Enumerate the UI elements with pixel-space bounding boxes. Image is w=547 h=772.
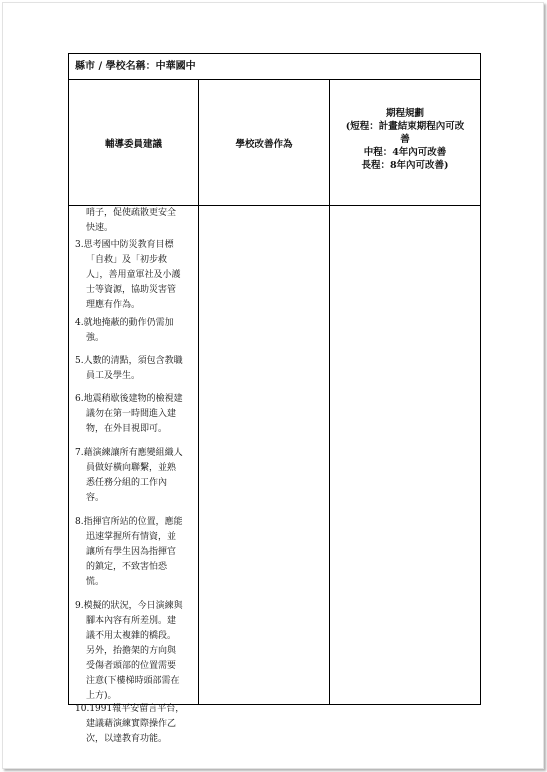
recommendation-line: 迅速掌握所有情資，並 — [86, 532, 177, 542]
recommendation-table — [68, 53, 481, 744]
recommendation-line: 9.模擬的狀況，今日演練與 — [75, 601, 183, 611]
recommendation-line: 讓所有學生因為指揮官 — [86, 547, 177, 557]
recommendation-item — [75, 354, 201, 384]
recommendation-line: 士等資源，協助災害管 — [86, 285, 177, 295]
document-page — [2, 2, 544, 769]
recommendation-line: 建議藉演練實際操作乙 — [86, 719, 177, 729]
recommendation-line: 注意(下樓梯時頭部需在 — [86, 676, 180, 686]
recommendation-line: 議不用太複雜的橋段。 — [86, 631, 177, 641]
recommendation-item — [75, 238, 201, 313]
recommendation-item — [75, 316, 201, 346]
column-header-improvement-label: 學校改善作為 — [235, 138, 293, 150]
column-header-schedule — [330, 80, 480, 206]
recommendation-item — [75, 515, 201, 590]
recommendation-line: 容。 — [86, 493, 105, 503]
recommendation-line: 腳本內容有所差別。建 — [86, 616, 177, 626]
column-header-improvement — [199, 80, 330, 206]
recommendation-line: 次，以達教育功能。 — [86, 734, 168, 744]
recommendation-line: 7.藉演練讓所有應變組織人 — [75, 448, 183, 458]
recommendation-line: 慌。 — [86, 577, 105, 587]
schedule-plan-text — [346, 107, 465, 178]
recommendation-line: 人」，善用童軍社及小護 — [86, 270, 181, 280]
school-name-header: 縣市 / 學校名稱：中華國中 — [69, 54, 480, 80]
recommendation-line: 4.就地掩蔽的動作仍需加 — [75, 318, 174, 328]
recommendation-line: 受傷者頭部的位置需要 — [86, 661, 177, 671]
recommendation-column-body — [69, 206, 199, 744]
recommendation-line: 強。 — [86, 333, 105, 343]
recommendation-item — [75, 446, 201, 506]
recommendation-line: 物，在外目視即可。 — [86, 424, 168, 434]
recommendation-line: 員工及學生。 — [86, 371, 141, 381]
recommendation-line: 快速。 — [86, 223, 114, 233]
schedule-plan-title: 期程規劃 — [385, 108, 424, 119]
recommendation-line: 另外，抬擔架的方向與 — [86, 646, 177, 656]
schedule-plan-line4: 長程：8年內可改善) — [361, 160, 449, 171]
improvement-column-body — [199, 206, 330, 704]
recommendation-line: 5.人數的清點，須包含教職 — [75, 356, 183, 366]
recommendation-item — [75, 206, 201, 236]
recommendation-item — [75, 702, 201, 747]
column-header-recommendation — [69, 80, 199, 206]
recommendation-line: 議勿在第一時間進入建 — [86, 409, 177, 419]
recommendation-line: 哨子，促使疏散更安全 — [86, 208, 177, 218]
recommendation-item — [75, 599, 201, 704]
schedule-plan-line3: 中程：4年內可改善 — [363, 147, 447, 158]
recommendation-line: 上方)。 — [86, 691, 117, 701]
recommendation-line: 「自救」及「初步救 — [86, 255, 168, 265]
recommendation-line: 6.地震稍歇後建物的檢視建 — [75, 394, 183, 404]
schedule-plan-line2: 善 — [400, 134, 410, 145]
recommendation-line: 悉任務分組的工作內 — [86, 478, 168, 488]
schedule-column-body — [330, 206, 480, 704]
recommendation-line: 員做好橫向聯繫，並熟 — [86, 463, 177, 473]
recommendation-item — [75, 392, 201, 437]
recommendation-line: 理應有作為。 — [86, 300, 141, 310]
column-header-recommendation-label: 輔導委員建議 — [104, 138, 162, 150]
recommendation-line: 的鎮定，不致害怕恐 — [86, 562, 168, 572]
recommendation-line: 3.思考國中防災教育目標 — [75, 240, 174, 250]
schedule-plan-line1: (短程：計畫結束期程內可改 — [345, 121, 465, 132]
recommendation-line: 8.指揮官所站的位置，應能 — [75, 517, 183, 527]
recommendation-line: 10.1991報平安留言平台， — [75, 704, 185, 714]
